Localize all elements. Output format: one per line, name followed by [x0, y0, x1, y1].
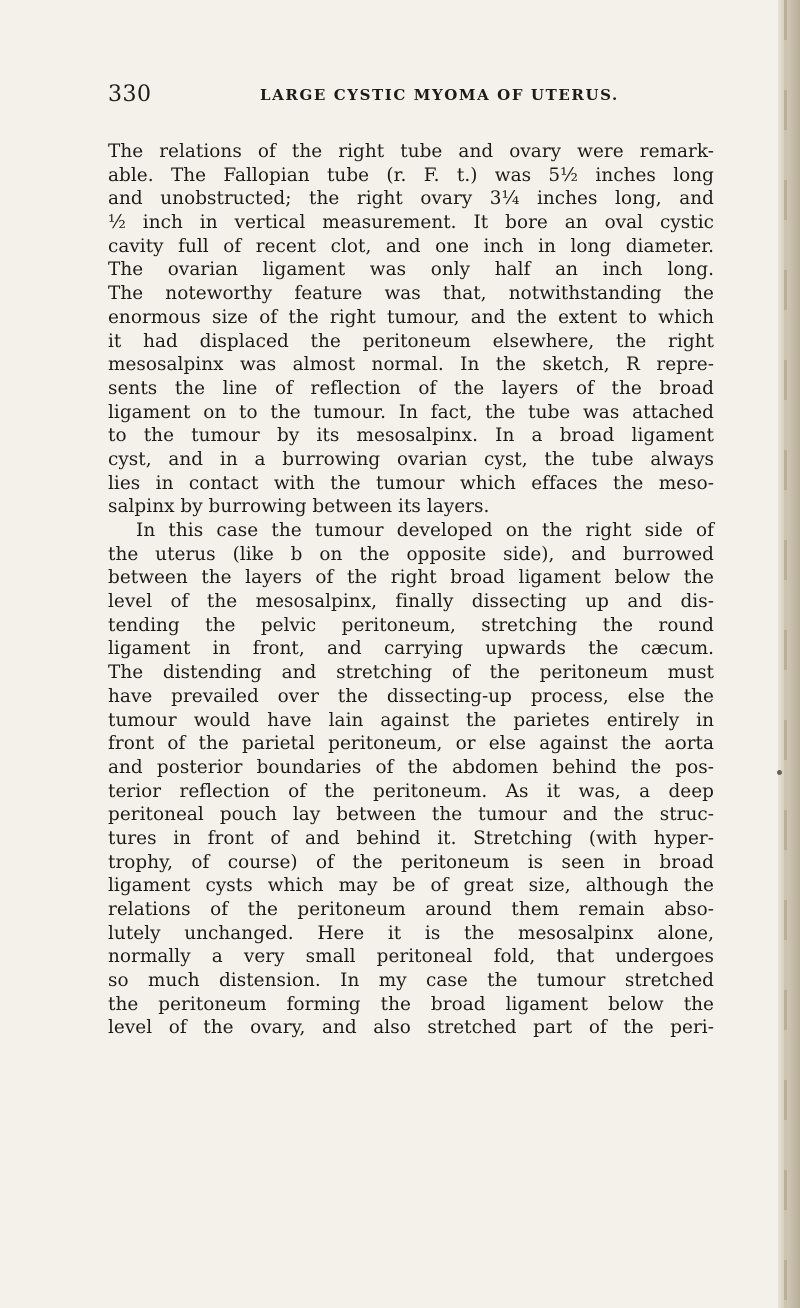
- text-line: The relations of the right tube and ovary were remark-: [108, 141, 714, 162]
- text-line: and unobstructed; the right ovary 3¼ inches long, and: [108, 188, 714, 210]
- text-line: ligament cysts which may be of great size, although the: [108, 875, 714, 897]
- text-line: tending the pelvic peritoneum, stretching the round: [108, 614, 714, 636]
- text-line: it had displaced the peritoneum elsewhere, the right: [108, 330, 714, 352]
- text-line: to the tumour by its mesosalpinx. In a broad ligament: [108, 425, 714, 447]
- text-line: In this case the tumour developed on the right side of: [136, 520, 714, 541]
- text-line: salpinx by burrowing between its layers.: [108, 496, 490, 518]
- text-line: ½ inch in vertical measurement. It bore an oval cystic: [108, 212, 714, 234]
- text-line: tures in front of and behind it. Stretching (with hyper-: [108, 827, 714, 849]
- text-line: have prevailed over the dissecting-up process, else the: [108, 685, 714, 707]
- paper-speck: [777, 770, 782, 775]
- page-header: [108, 82, 708, 112]
- text-line: cavity full of recent clot, and one inch in long diameter.: [108, 235, 714, 257]
- text-line: terior reflection of the peritoneum. As it was, a deep: [108, 780, 714, 802]
- text-line: between the layers of the right broad ligament below the: [108, 567, 714, 589]
- text-line: and posterior boundaries of the abdomen behind the pos-: [108, 756, 714, 778]
- text-line: sents the line of reflection of the layers of the broad: [108, 377, 714, 399]
- text-line: peritoneal pouch lay between the tumour and the struc-: [108, 804, 714, 826]
- text-line: enormous size of the right tumour, and the extent to which: [108, 306, 714, 328]
- text-line: ligament on to the tumour. In fact, the tube was attached: [108, 401, 714, 423]
- page-edge: [778, 0, 800, 1308]
- text-line: The distending and stretching of the peritoneum must: [108, 662, 714, 684]
- text-line: able. The Fallopian tube (r. F. t.) was 5½ inches long: [108, 164, 714, 186]
- text-line: trophy, of course) of the peritoneum is seen in broad: [108, 851, 714, 873]
- text-line: tumour would have lain against the parietes entirely in: [108, 709, 714, 731]
- text-line: relations of the peritoneum around them remain abso-: [108, 899, 714, 920]
- text-line: so much distension. In my case the tumour stretched: [108, 970, 714, 992]
- text-line: lutely unchanged. Here it is the mesosalpinx alone,: [108, 922, 714, 944]
- text-line: level of the mesosalpinx, finally dissecting up and dis-: [108, 591, 714, 613]
- body-text: [108, 140, 714, 1040]
- text-line: the peritoneum forming the broad ligament below the: [108, 993, 714, 1015]
- text-line: lies in contact with the tumour which effaces the meso-: [108, 472, 714, 494]
- text-line: ligament in front, and carrying upwards the cæcum.: [108, 638, 714, 660]
- text-line: The noteworthy feature was that, notwithstanding the: [108, 283, 714, 305]
- text-line: cyst, and in a burrowing ovarian cyst, the tube always: [108, 448, 714, 470]
- text-line: normally a very small peritoneal fold, that undergoes: [108, 946, 714, 968]
- text-line: front of the parietal peritoneum, or else against the aorta: [108, 733, 714, 755]
- page-number: 330: [108, 82, 152, 107]
- text-line: The ovarian ligament was only half an inch long.: [108, 259, 714, 281]
- text-line: mesosalpinx was almost normal. In the sketch, R repre-: [108, 354, 714, 376]
- running-title: LARGE CYSTIC MYOMA OF UTERUS.: [260, 86, 619, 104]
- text-line: the uterus (like b on the opposite side), and burrowed: [108, 543, 714, 565]
- text-line: level of the ovary, and also stretched part of the peri-: [108, 1017, 714, 1039]
